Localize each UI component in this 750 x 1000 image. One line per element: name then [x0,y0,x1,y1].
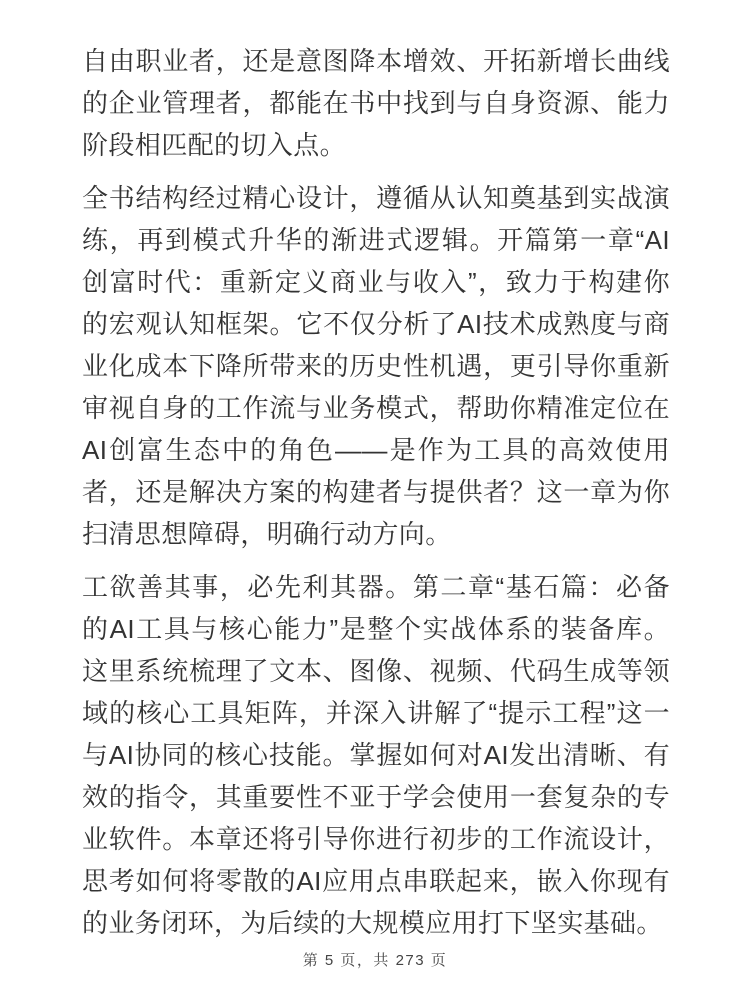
paragraph-3: 工欲善其事，必先利其器。第二章“基石篇：必备的AI工具与核心能力”是整个实战体系的装备库。这里系统梳理了文本、图像、视频、代码生成等领域的核心工具矩阵，并深入讲解了“提示工程”这一与AI协同的核心技能。掌握如何对AI发出清晰、有效的指令，其重要性不亚于学会使用一套复杂的专业软件。本章还将引导你进行初步的工作流设计，思考如何将零散的AI应用点串联起来，嵌入你现有的业务闭环，为后续的大规模应用打下坚实基础。 [82,572,670,938]
page-indicator: 第 5 页，共 273 页 [302,952,448,969]
paragraph-2: 全书结构经过精心设计，遵循从认知奠基到实战演练，再到模式升华的渐进式逻辑。开篇第一章“AI创富时代：重新定义商业与收入”，致力于构建你的宏观认知框架。它不仅分析了AI技术成熟度与商业化成本下降所带来的历史性机遇，更引导你重新审视自身的工作流与业务模式，帮助你精准定位在AI创富生态中的角色——是作为工具的高效使用者，还是解决方案的构建者与提供者？这一章为你扫清思想障碍，明确行动方向。 [82,183,670,549]
page-footer [0,949,750,970]
paragraph-1: 自由职业者，还是意图降本增效、开拓新增长曲线的企业管理者，都能在书中找到与自身资源、能力阶段相匹配的切入点。 [82,46,670,160]
